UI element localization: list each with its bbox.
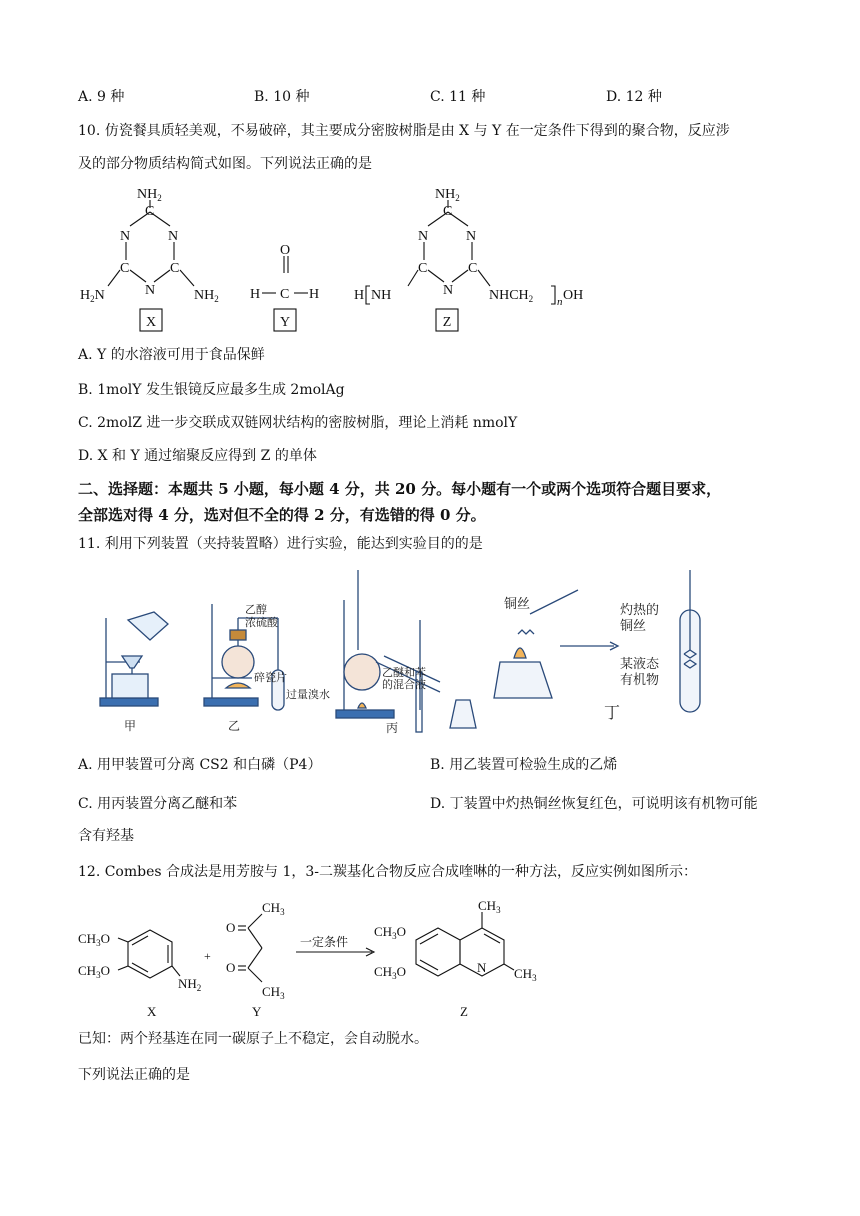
section2-heading-line2: 全部选对得 4 分，选对但不全的得 2 分，有选错的得 0 分。 <box>78 506 486 524</box>
ann-bing-0: 乙醚和苯 <box>382 667 426 679</box>
svg-text:CH3O: $CH_3O$ <box>374 924 406 941</box>
reaction-label-y: Y <box>252 1004 262 1019</box>
structure-label-x: X <box>145 315 157 330</box>
svg-text:NH: NH <box>371 288 392 303</box>
svg-text:C: C <box>280 287 290 302</box>
q9-option-c: C. 11 种 <box>430 89 486 105</box>
svg-text:C: C <box>418 261 428 276</box>
svg-text:+: + <box>204 949 211 963</box>
reaction-label-x: X <box>147 1004 157 1019</box>
svg-text:C: C <box>145 204 155 219</box>
q10-option-b: B. 1molY 发生银镜反应最多生成 2molAg <box>78 382 345 398</box>
ann-ding-4: 有机物 <box>620 672 660 687</box>
svg-text:CH3O: $CH_3O$ <box>78 963 110 980</box>
q11-option-a: A. 用甲装置可分离 CS2 和白磷（P4） <box>78 757 322 773</box>
q11-apparatus-figure <box>0 560 860 740</box>
svg-text:NHCH2: $NHCH_2$ <box>489 288 534 304</box>
svg-text:NH2: $NH_2$ <box>194 288 219 304</box>
svg-text:C: C <box>120 261 130 276</box>
svg-text:CH3: $CH_3$ <box>514 966 537 983</box>
q10-stem-line2: 及的部分物质结构简式如图。下列说法正确的是 <box>78 156 372 172</box>
q11-stem: 11. 利用下列装置（夹持装置略）进行实验，能达到实验目的的是 <box>78 536 483 552</box>
q9-option-a: A. 9 种 <box>78 89 125 105</box>
svg-text:N: N <box>466 229 477 244</box>
ann-yi-1: 浓硫酸 <box>245 617 278 629</box>
svg-text:N: N <box>418 229 429 244</box>
structure-label-y: Y <box>279 315 291 330</box>
ann-ding-0: 铜丝 <box>504 596 531 611</box>
q12-known: 已知：两个羟基连在同一碳原子上不稳定，会自动脱水。 <box>78 1031 428 1047</box>
arrow-condition: 一定条件 <box>300 935 349 949</box>
svg-text:O: O <box>226 920 236 935</box>
ann-bing-1: 的混合液 <box>382 679 426 691</box>
q10-option-a: A. Y 的水溶液可用于食品保鲜 <box>78 347 265 363</box>
ann-ding-2: 铜丝 <box>620 618 647 633</box>
svg-text:C: C <box>468 261 478 276</box>
svg-text:CH3: $CH_3$ <box>262 984 285 1001</box>
svg-text:N: N <box>168 229 179 244</box>
svg-text:C: C <box>170 261 180 276</box>
svg-text:n: n <box>557 296 563 308</box>
svg-text:H: H <box>309 287 320 302</box>
svg-text:N: N <box>145 283 156 298</box>
q11-option-c: C. 用丙装置分离乙醚和苯 <box>78 796 238 812</box>
reaction-label-z: Z <box>460 1004 468 1019</box>
svg-text:OH: OH <box>563 288 584 303</box>
structure-label-z: Z <box>442 315 452 330</box>
q10-structures-figure <box>0 178 860 338</box>
svg-text:H2N: $H_2N$ <box>80 288 105 304</box>
q9-option-d: D. 12 种 <box>606 89 662 105</box>
svg-text:NH2: $NH_2$ <box>178 976 202 993</box>
svg-text:H: H <box>354 288 365 303</box>
q10-stem-line1: 10. 仿瓷餐具质轻美观，不易破碎，其主要成分密胺树脂是由 X 与 Y 在一定条件下得到的聚合物，反应涉 <box>78 123 730 139</box>
svg-text:NH2: $NH_2$ <box>137 187 162 203</box>
svg-text:NH2: $NH_2$ <box>435 187 460 203</box>
svg-text:C: C <box>443 204 453 219</box>
apparatus-label-jia: 甲 <box>124 719 137 733</box>
q12-reaction-figure <box>0 890 860 1030</box>
q10-option-c: C. 2molZ 进一步交联成双链网状结构的密胺树脂，理论上消耗 nmolY <box>78 415 518 431</box>
ann-yi-3: 过量溴水 <box>286 689 330 701</box>
apparatus-label-yi: 乙 <box>228 719 241 733</box>
svg-text:H: H <box>250 287 261 302</box>
q11-option-d: D. 丁装置中灼热铜丝恢复红色，可说明该有机物可能 <box>430 796 758 812</box>
svg-text:N: N <box>120 229 131 244</box>
apparatus-label-bing: 丙 <box>386 721 399 735</box>
q9-option-b: B. 10 种 <box>254 89 310 105</box>
svg-text:CH3: $CH_3$ <box>478 898 501 915</box>
section2-heading-line1: 二、选择题：本题共 5 小题，每小题 4 分，共 20 分。每小题有一个或两个选项符合题目要求， <box>78 480 722 498</box>
svg-text:N: N <box>443 283 454 298</box>
svg-text:O: O <box>226 960 236 975</box>
q12-stem: 12. Combes 合成法是用芳胺与 1，3-二羰基化合物反应合成喹啉的一种方法，反应实例如图所示： <box>78 864 698 880</box>
svg-text:CH3O: $CH_3O$ <box>374 964 406 981</box>
q12-ask: 下列说法正确的是 <box>78 1067 190 1083</box>
q11-option-d-cont: 含有羟基 <box>78 828 134 844</box>
svg-text:CH3O: $CH_3O$ <box>78 931 110 948</box>
apparatus-label-ding: 丁 <box>604 705 621 722</box>
svg-text:N: N <box>477 960 487 975</box>
svg-text:O: O <box>280 243 291 258</box>
ann-yi-2: 碎瓷片 <box>254 672 287 684</box>
ann-ding-3: 某液态 <box>620 656 660 671</box>
q10-option-d: D. X 和 Y 通过缩聚反应得到 Z 的单体 <box>78 448 317 464</box>
ann-yi-0: 乙醇 <box>245 604 267 616</box>
svg-text:CH3: $CH_3$ <box>262 900 285 917</box>
q11-option-b: B. 用乙装置可检验生成的乙烯 <box>430 757 618 773</box>
ann-ding-1: 灼热的 <box>620 602 660 617</box>
